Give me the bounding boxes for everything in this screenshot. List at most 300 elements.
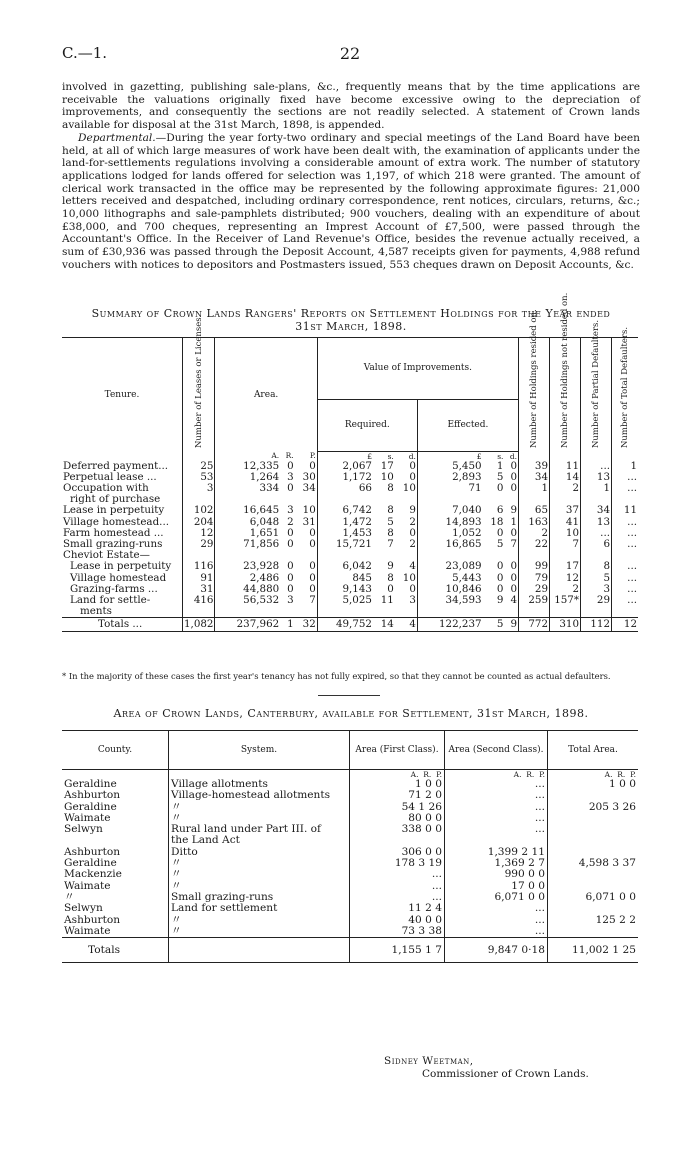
- cell-el: 7,040: [417, 505, 482, 516]
- cell-r: 0: [287, 571, 294, 584]
- cell-system: the Land Act: [169, 835, 350, 846]
- cell-ed: 9: [504, 618, 518, 632]
- cell-tot: 11: [612, 505, 639, 516]
- col-tenure: Tenure.: [62, 338, 183, 452]
- cell-r: 0: [287, 537, 294, 550]
- cell-a: 44,880: [215, 584, 280, 595]
- cell-county: Waimate: [64, 924, 111, 937]
- cell-rs: 8: [387, 504, 394, 517]
- cell-p: 10: [302, 504, 316, 517]
- cell-blank: [169, 938, 350, 963]
- signatory-role: Commissioner of Crown Lands.: [422, 1068, 589, 1080]
- cell-ed: 0: [510, 571, 517, 584]
- col-effected: Effected.: [417, 399, 518, 451]
- table-row: [62, 903, 638, 914]
- cell-nres: [550, 606, 581, 618]
- cell-nres: 17: [550, 561, 581, 572]
- cell-p: 0: [309, 459, 316, 472]
- cell-res: 1: [519, 483, 550, 494]
- cell-el: 10,846: [417, 584, 482, 595]
- body-text: [62, 81, 640, 272]
- cell-rl: 1,472: [317, 517, 373, 528]
- cell-res: 163: [519, 517, 550, 528]
- unit-acres: A.: [215, 451, 280, 461]
- cell-res: 39: [519, 461, 550, 472]
- cell-system: Village-homestead allotments: [169, 790, 350, 801]
- paragraph-2-lead: Departmental.: [78, 131, 156, 144]
- table-row: [62, 915, 638, 926]
- cell-t: 125 2 2: [548, 915, 639, 926]
- cell-a: 71,856: [215, 539, 280, 550]
- tenure-cell: Lease in perpetuity: [70, 560, 172, 573]
- cell-ed: 1: [510, 515, 517, 528]
- cell-el: 5,443: [417, 573, 482, 584]
- cell-r: 0: [287, 582, 294, 595]
- units-row: [62, 770, 638, 780]
- cell-nres: 11: [550, 461, 581, 472]
- cell-p: [295, 606, 318, 618]
- cell-es: [483, 606, 505, 618]
- cell-ed: 0: [510, 560, 517, 573]
- cell-el: 122,237: [417, 618, 482, 632]
- col-first-class: Area (First Class).: [350, 731, 445, 770]
- cell-es: 5: [496, 537, 504, 550]
- totals-row: [62, 618, 638, 632]
- cell-nres: 2: [550, 584, 581, 595]
- cell-a: 16,645: [215, 505, 280, 516]
- cell-el: 2,893: [417, 472, 482, 483]
- col-value: Value of Improvements.: [317, 338, 518, 400]
- cell-p: 0: [309, 537, 316, 550]
- cell-t: [548, 824, 639, 835]
- cell-rd: 9: [409, 504, 416, 517]
- cell-system: Rural land under Part III. of: [169, 824, 350, 835]
- col-area: Area.: [215, 338, 317, 452]
- cell-leases: 416: [183, 595, 215, 606]
- cell-p: 34: [302, 481, 316, 494]
- table-row: [62, 858, 638, 869]
- cell-system: 〃: [169, 869, 350, 880]
- cell-county: Ashburton: [64, 789, 121, 802]
- table-row: [62, 835, 638, 846]
- cell-rs: 8: [387, 526, 394, 539]
- cell-el: 14,893: [417, 517, 482, 528]
- cell-t: [548, 835, 639, 846]
- cell-tot: ...: [612, 517, 639, 528]
- cell-nres: 12: [550, 573, 581, 584]
- cell-system: 〃: [169, 881, 350, 892]
- table1-title: [62, 307, 640, 333]
- cell-res: 79: [519, 573, 550, 584]
- cell-leases: [183, 606, 215, 618]
- cell-part: 8: [581, 561, 612, 572]
- cell-ed: 0: [510, 582, 517, 595]
- tenure-cell: Village homestead: [70, 571, 167, 584]
- cell-es: 5: [496, 470, 504, 483]
- cell-es: 0: [496, 571, 504, 584]
- unit-arp: A. R. P.: [548, 770, 639, 780]
- cell-rl: 1,172: [317, 472, 373, 483]
- cell-res: 34: [519, 472, 550, 483]
- unit-perches: P.: [309, 451, 316, 461]
- cell-res: 772: [519, 618, 550, 632]
- cell-ed: 7: [510, 537, 517, 550]
- cell-f: 80 0 0: [350, 813, 445, 824]
- cell-s: 17 0 0: [445, 881, 548, 892]
- cell-el: 71: [417, 483, 482, 494]
- table-row: [62, 606, 638, 618]
- cell-es: 0: [496, 481, 504, 494]
- cell-system: 〃: [169, 926, 350, 938]
- cell-system: Ditto: [169, 847, 350, 858]
- cell-s: ...: [445, 824, 548, 835]
- cell-r: 1: [280, 618, 295, 632]
- cell-a: 56,532: [215, 595, 280, 606]
- cell-rs: 7: [387, 537, 394, 550]
- cell-el: 5,450: [417, 461, 482, 472]
- unit-pence: d.: [509, 451, 517, 461]
- table1-body: [62, 451, 638, 632]
- cell-county: Geraldine: [64, 800, 117, 813]
- cell-leases: 53: [183, 472, 215, 483]
- cell-r: 0: [287, 560, 294, 573]
- unit-shillings: s.: [387, 451, 394, 461]
- cell-rl: 66: [317, 483, 373, 494]
- cell-county: Selwyn: [64, 823, 103, 836]
- cell-part: 13: [581, 472, 612, 483]
- table-row: [62, 847, 638, 858]
- cell-nres: 41: [550, 517, 581, 528]
- cell-leases: 12: [183, 528, 215, 539]
- cell-a: 12,335: [215, 461, 280, 472]
- cell-tot: ...: [612, 528, 639, 539]
- cell-r: 0: [287, 481, 294, 494]
- cell-es: 0: [496, 526, 504, 539]
- table-row: [62, 790, 638, 801]
- cell-rd: 0: [409, 582, 416, 595]
- cell-rd: 2: [409, 537, 416, 550]
- cell-r: 2: [287, 515, 294, 528]
- cell-t: [548, 813, 639, 824]
- cell-tot: 1: [612, 461, 639, 472]
- cell-part: 6: [581, 539, 612, 550]
- cell-res: 65: [519, 505, 550, 516]
- cell-part: ...: [581, 528, 612, 539]
- cell-f: 40 0 0: [350, 915, 445, 926]
- cell-part: 3: [581, 584, 612, 595]
- cell-leases: 29: [183, 539, 215, 550]
- table-row: [62, 926, 638, 938]
- cell-rd: [395, 606, 418, 618]
- cell-r: [280, 606, 295, 618]
- paragraph-2: [62, 132, 640, 272]
- cell-t: [548, 790, 639, 801]
- cell-rl: 6,742: [317, 505, 373, 516]
- table-row: [62, 779, 638, 790]
- cell-tot: 12: [612, 618, 639, 632]
- page-header: [62, 44, 638, 68]
- cell-tot: ...: [612, 573, 639, 584]
- table-row: [62, 505, 638, 516]
- cell-rs: 0: [387, 582, 394, 595]
- cell-s: ...: [445, 813, 548, 824]
- cell-rs: 11: [380, 593, 394, 606]
- cell-p: 30: [302, 470, 316, 483]
- cell-res: [519, 606, 550, 618]
- cell-ed: 0: [510, 481, 517, 494]
- cell-a: 334: [215, 483, 280, 494]
- tenure-cell: Occupation with: [63, 481, 149, 494]
- cell-county: Ashburton: [64, 913, 121, 926]
- cell-rl: 49,752: [317, 618, 373, 632]
- cell-ed: 0: [510, 459, 517, 472]
- table-row: [62, 802, 638, 813]
- cell-p: 32: [295, 618, 318, 632]
- table1-footnote: * In the majority of these cases the first year's tenancy has not fully expired, so that they cannot be counted as actual defaulters.: [62, 671, 611, 681]
- cell-county: Geraldine: [64, 778, 117, 790]
- cell-leases: 1,082: [184, 618, 214, 631]
- cell-el: 34,593: [417, 595, 482, 606]
- cell-t: 6,071 0 0: [548, 892, 639, 903]
- unit-arp: A. R. P.: [350, 770, 445, 780]
- cell-leases: 3: [183, 483, 215, 494]
- table1-title-line1: Summary of Crown Lands Rangers' Reports on Settlement Holdings for the Year ended: [91, 307, 611, 320]
- table2-title: Area of Crown Lands, Canterbury, available for Settlement, 31st March, 1898.: [113, 707, 589, 720]
- cell-ed: [504, 606, 518, 618]
- cell-rd: 3: [409, 593, 416, 606]
- col-second-class: Area (Second Class).: [445, 731, 548, 770]
- tenure-cell: Land for settle-: [70, 593, 151, 606]
- table-row: [62, 561, 638, 572]
- cell-ed: 4: [510, 593, 517, 606]
- cell-rs: 5: [387, 515, 394, 528]
- cell-nres: 2: [550, 483, 581, 494]
- cell-r: 3: [287, 593, 294, 606]
- cell-el: [417, 606, 482, 618]
- cell-leases: 102: [183, 505, 215, 516]
- table-row: [62, 813, 638, 824]
- cell-a: [215, 606, 280, 618]
- cell-s: ...: [445, 779, 548, 790]
- cell-s: ...: [445, 926, 548, 938]
- cell-rd: 4: [409, 560, 416, 573]
- cell-f: 338 0 0: [350, 824, 445, 835]
- col-resided: Number of Holdings resided on.: [529, 309, 539, 448]
- cell-f: 54 1 26: [350, 802, 445, 813]
- table-row: [62, 869, 638, 880]
- cell-system: 〃: [169, 802, 350, 813]
- unit-roods: R.: [285, 451, 294, 461]
- cell-es: 0: [496, 560, 504, 573]
- cell-tot: ...: [612, 483, 639, 494]
- cell-rl: 2,067: [317, 461, 373, 472]
- cell-part: 34: [581, 505, 612, 516]
- cell-rs: 9: [387, 560, 394, 573]
- paragraph-1: involved in gazetting, publishing sale-plans, &c., frequently means that by the time applications are receivable the valuations originally fixed have become excessive owing to the depreciation of improvements, and consequently the sections are not readily selected. A statement of Crown lands available for disposal at the 31st March, 1898, is appended.: [62, 81, 640, 132]
- cell-rl: 15,721: [317, 539, 373, 550]
- col-system: System.: [169, 731, 350, 770]
- cell-t: [548, 903, 639, 914]
- cell-el: 16,865: [417, 539, 482, 550]
- cell-s: 1,399 2 11: [445, 847, 548, 858]
- cell-s: ...: [445, 790, 548, 801]
- cell-res: 22: [519, 539, 550, 550]
- document-code: C.—1.: [62, 44, 108, 62]
- cell-rd: 10: [402, 481, 416, 494]
- cell-p: 31: [302, 515, 316, 528]
- col-total-area: Total Area.: [548, 731, 639, 770]
- cell-county: Waimate: [64, 879, 111, 892]
- cell-es: 1: [496, 459, 504, 472]
- tenure-cell: Totals ...: [62, 618, 183, 632]
- cell-rd: 10: [402, 571, 416, 584]
- cell-system: Small grazing-runs: [169, 892, 350, 903]
- cell-p: 0: [309, 560, 316, 573]
- col-partial: Number of Partial Defaulters.: [591, 319, 601, 448]
- cell-rd: 0: [409, 470, 416, 483]
- cell-p: 0: [309, 571, 316, 584]
- cell-a: 2,486: [215, 573, 280, 584]
- cell-a: 6,048: [215, 517, 280, 528]
- table-row: [62, 824, 638, 835]
- cell-system: 〃: [169, 858, 350, 869]
- cell-leases: 31: [183, 584, 215, 595]
- table-row: [62, 881, 638, 892]
- cell-rl: 845: [317, 573, 373, 584]
- cell-s: ...: [445, 915, 548, 926]
- crown-lands-area-table: [62, 730, 638, 963]
- cell-s: ...: [445, 802, 548, 813]
- cell-ed: 9: [510, 504, 517, 517]
- cell-rl: [317, 606, 373, 618]
- unit-arp: A. R. P.: [445, 770, 548, 780]
- cell-tot: ...: [612, 539, 639, 550]
- cell-county: Ashburton: [64, 845, 121, 858]
- cell-rs: 8: [387, 571, 394, 584]
- cell-tot: ...: [612, 584, 639, 595]
- cell-f: 71 2 0: [350, 790, 445, 801]
- cell-system: 〃: [169, 915, 350, 926]
- cell-leases: 91: [183, 573, 215, 584]
- cell-rd: 2: [409, 515, 416, 528]
- cell-nres: 157*: [550, 595, 581, 606]
- cell-es: 5: [483, 618, 505, 632]
- cell-rl: 9,143: [317, 584, 373, 595]
- cell-system: Land for settlement: [169, 903, 350, 914]
- cell-f: 178 3 19: [350, 858, 445, 869]
- cell-county: Mackenzie: [64, 868, 122, 881]
- cell-es: 18: [490, 515, 504, 528]
- cell-f: ...: [350, 892, 445, 903]
- cell-el: 1,052: [417, 528, 482, 539]
- cell-s: ...: [445, 903, 548, 914]
- cell-nres: 310: [550, 618, 581, 632]
- cell-s: 6,071 0 0: [445, 892, 548, 903]
- cell-rd: 0: [409, 459, 416, 472]
- cell-p: 7: [309, 593, 316, 606]
- cell-s: 990 0 0: [445, 869, 548, 880]
- table-row: [62, 892, 638, 903]
- tenure-cell: Deferred payment...: [63, 459, 169, 472]
- cell-f: 306 0 0: [350, 847, 445, 858]
- cell-tot: ...: [612, 595, 639, 606]
- cell-r: 0: [287, 459, 294, 472]
- cell-es: 9: [496, 593, 504, 606]
- cell-part: 112: [581, 618, 612, 632]
- cell-system: Village allotments: [169, 779, 350, 790]
- cell-es: 0: [496, 582, 504, 595]
- cell-part: 29: [581, 595, 612, 606]
- cell-rd: 0: [409, 526, 416, 539]
- cell-nres: 7: [550, 539, 581, 550]
- cell-part: 13: [581, 517, 612, 528]
- cell-rd: 4: [395, 618, 418, 632]
- signature-block: [380, 1055, 589, 1080]
- cell-res: 29: [519, 584, 550, 595]
- cell-label: Totals: [62, 938, 169, 963]
- cell-r: 0: [287, 526, 294, 539]
- tenure-cell: right of purchase: [70, 493, 161, 506]
- cell-rl: 5,025: [317, 595, 373, 606]
- cell-p: 0: [309, 582, 316, 595]
- cell-rs: 8: [387, 481, 394, 494]
- cell-rl: 1,453: [317, 528, 373, 539]
- cell-r: 3: [287, 504, 294, 517]
- cell-f: 1 0 0: [350, 779, 445, 790]
- cell-s: 9,847 0·18: [445, 938, 548, 963]
- divider-rule: [318, 695, 380, 696]
- cell-part: ...: [581, 461, 612, 472]
- col-total-defaulters: Number of Total Defaulters.: [620, 326, 630, 448]
- tenure-cell: Grazing-farms ...: [70, 582, 158, 595]
- cell-s: 1,369 2 7: [445, 858, 548, 869]
- table-row: [62, 595, 638, 606]
- table1-title-line2: 31st March, 1898.: [295, 320, 407, 333]
- cell-part: 1: [581, 483, 612, 494]
- cell-f: ...: [350, 869, 445, 880]
- cell-nres: 37: [550, 505, 581, 516]
- tenure-cell: ments: [80, 605, 112, 618]
- cell-res: 99: [519, 561, 550, 572]
- paragraph-2-text: —During the year forty-two ordinary and special meetings of the Land Board have been held, at all of which large measures of work have been dealt with, the examination of applicants under the land-for-settlements regulations involving a considerable amount of extra work. The number of statutory applications lodged for lands offered for selection was 1,197, of which 218 were granted. The amount of clerical work transacted in the office may be represented by the following approximate figures: 21,000 letters received and despatched, including ordinary correspondence, rent notices, circulars, returns, &c.; 10,000 lithographs and sale-pamphlets distributed; 900 vouchers, dealing with an expenditure of about £38,000, and 700 cheques, representing an Imprest Account of £7,500, were passed through the Accountant's Office. In the Receiver of Land Revenue's Office, besides the revenue actually received, a sum of £30,936 was passed through the Deposit Account, 4,587 receipts given for payments, 4,988 refund vouchers with notices to depositors and Postmasters issued, 553 cheques drawn on Deposit Accounts, &c.: [62, 131, 640, 271]
- cell-county: Selwyn: [64, 902, 103, 915]
- cell-nres: 14: [550, 472, 581, 483]
- unit-pounds: £: [417, 451, 482, 461]
- cell-leases: 25: [183, 461, 215, 472]
- signatory-name: Sidney Weetman,: [384, 1055, 474, 1067]
- cell-part: [581, 606, 612, 618]
- tenure-cell: Small grazing-runs: [63, 537, 163, 550]
- cell-t: 1 0 0: [548, 779, 639, 790]
- tenure-cell: Cheviot Estate—: [63, 549, 150, 562]
- cell-system: 〃: [169, 813, 350, 824]
- tenure-cell: Perpetual lease ...: [63, 470, 157, 483]
- cell-f: 11 2 4: [350, 903, 445, 914]
- cell-county: 〃: [64, 890, 75, 903]
- unit-shillings: s.: [497, 451, 504, 461]
- cell-f: ...: [350, 881, 445, 892]
- col-required: Required.: [317, 399, 417, 451]
- cell-t: 11,002 1 25: [548, 938, 639, 963]
- cell-a: 1,264: [215, 472, 280, 483]
- cell-a: 237,962: [215, 618, 280, 632]
- cell-rs: 10: [380, 470, 394, 483]
- cell-res: 2: [519, 528, 550, 539]
- cell-rs: 14: [373, 618, 395, 632]
- cell-t: 205 3 26: [548, 802, 639, 813]
- cell-rl: 6,042: [317, 561, 373, 572]
- col-county: County.: [62, 731, 169, 770]
